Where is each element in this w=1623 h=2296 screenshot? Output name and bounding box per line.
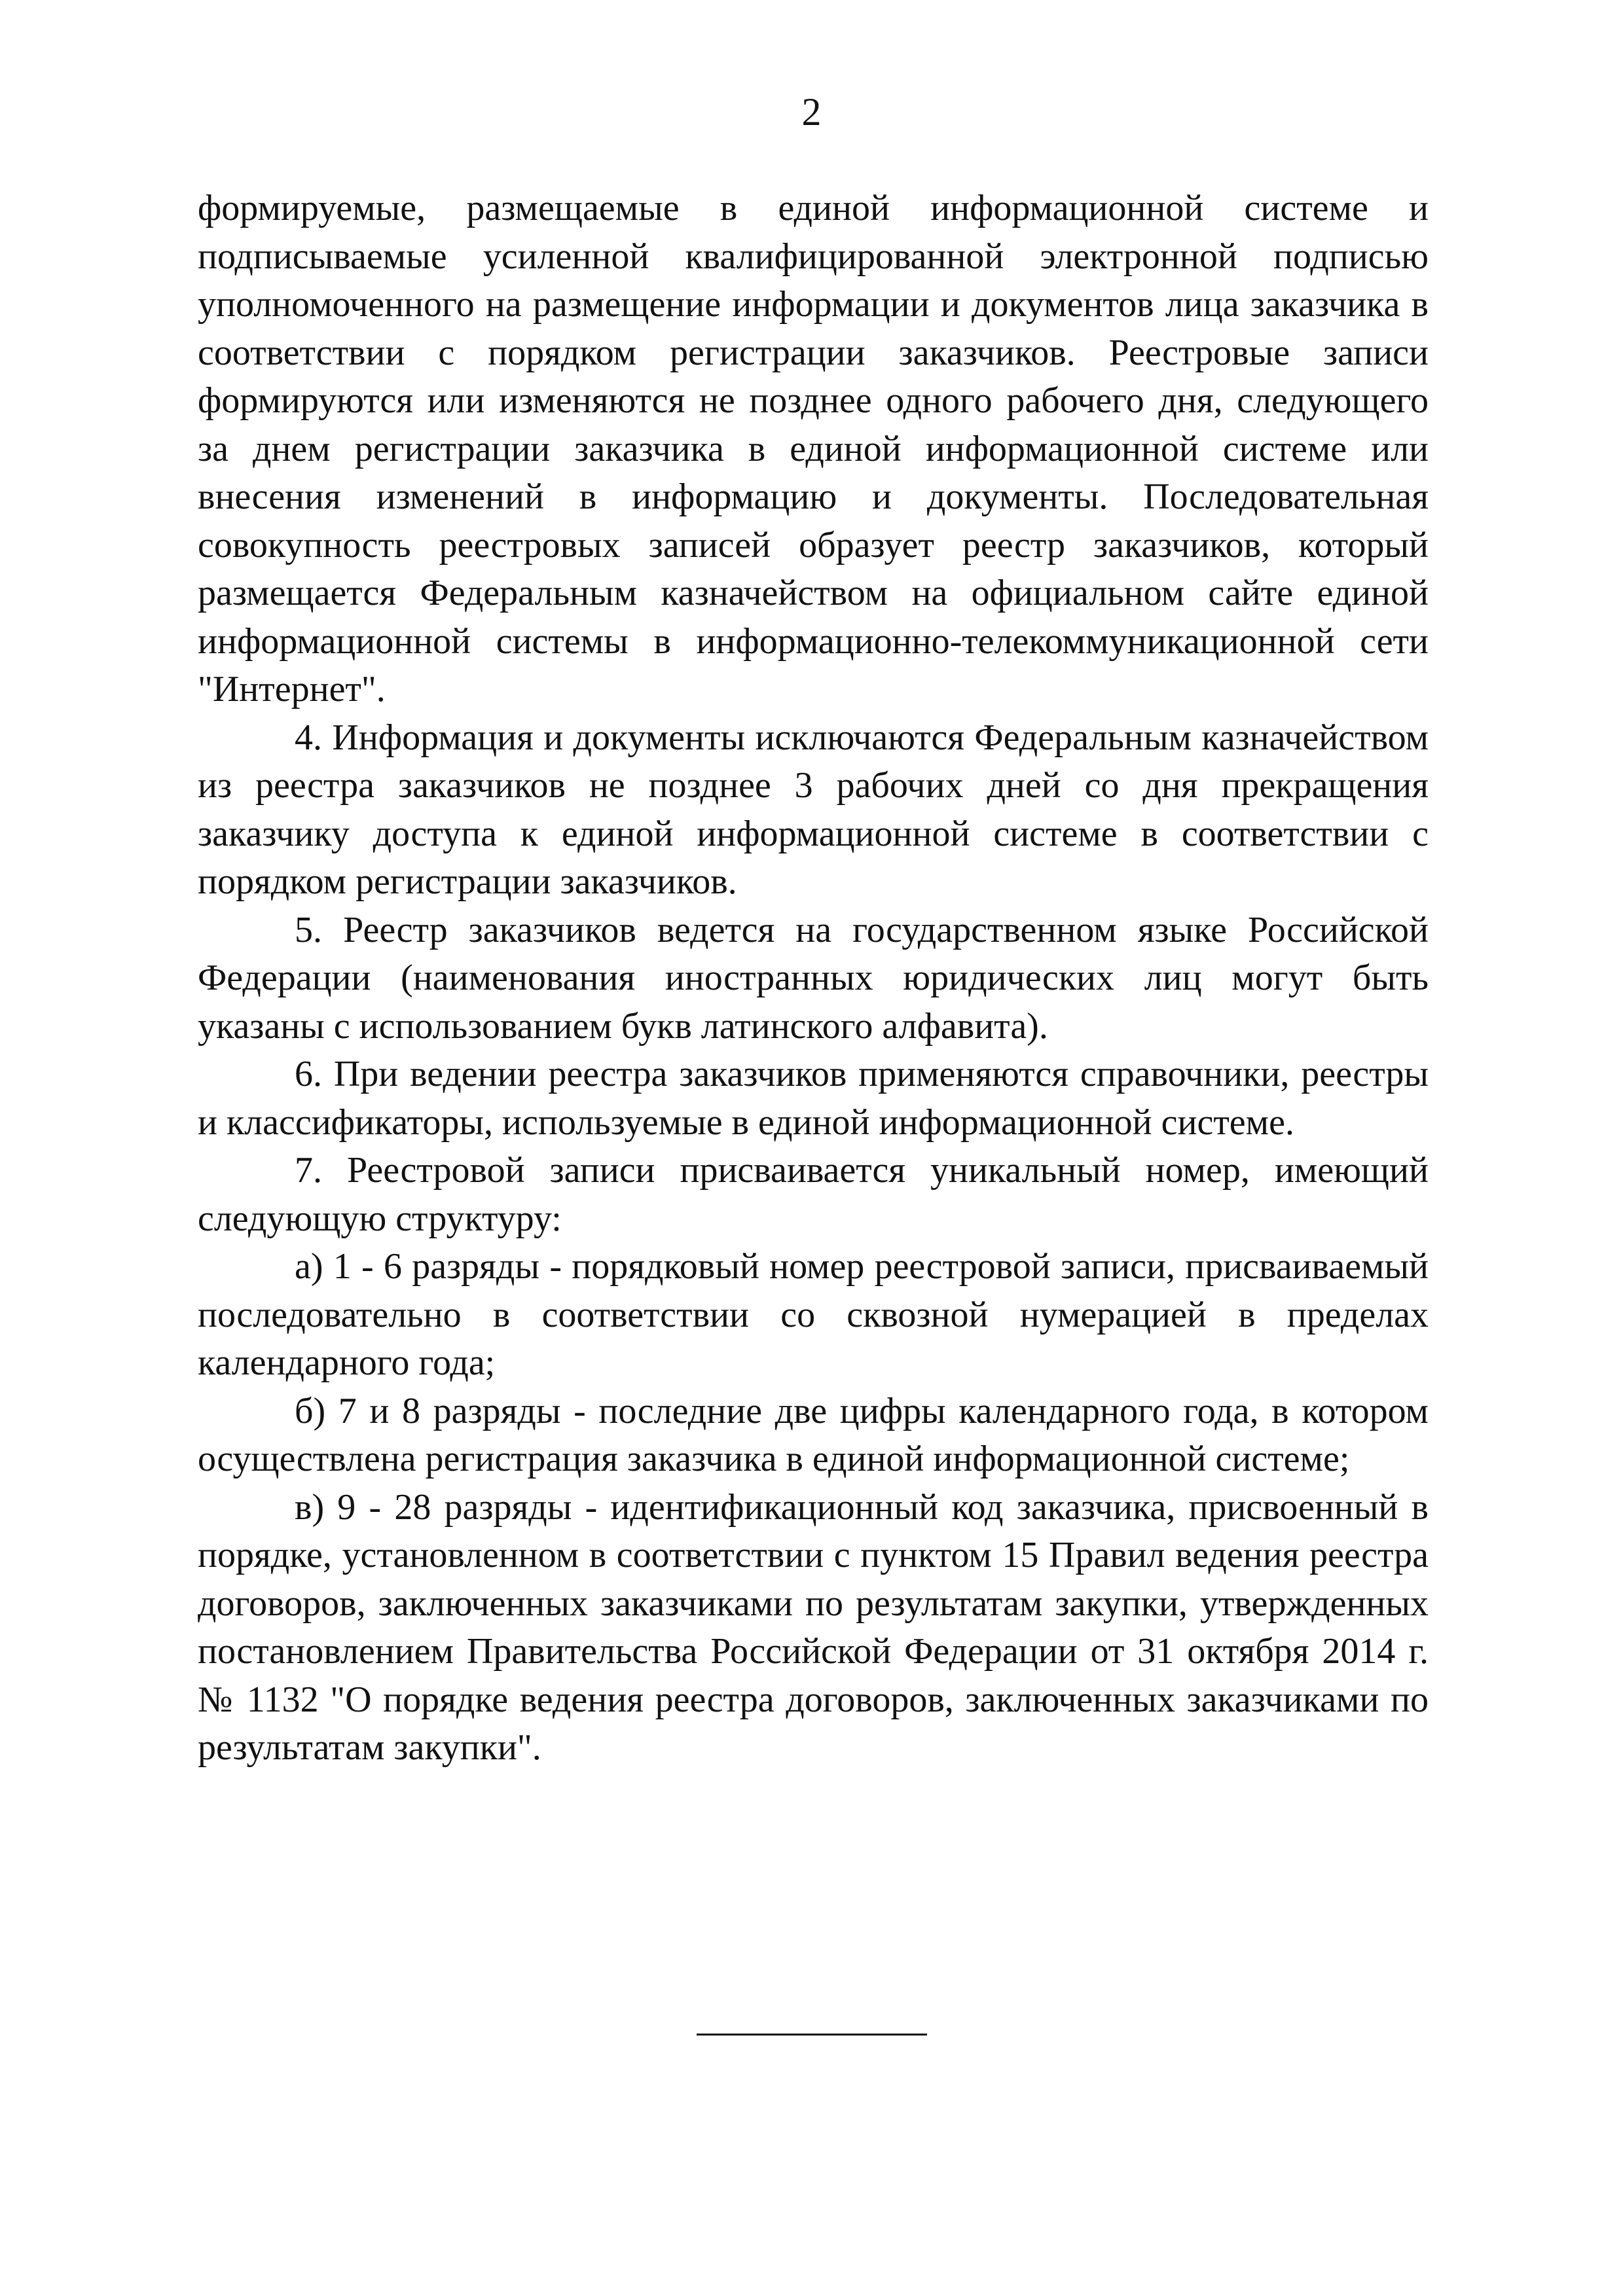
paragraph-item-7: 7. Реестровой записи присваивается уникальный номер, имеющий следующую структуру: — [198, 1150, 1429, 1239]
end-of-document-rule — [697, 2034, 927, 2036]
paragraph-item-7b: б) 7 и 8 разряды - последние две цифры календарного года, в котором осуществлена регистрация заказчика в единой информационной системе; — [198, 1390, 1429, 1479]
paragraph-item-4: 4. Информация и документы исключаются Федеральным казначейством из реестра заказчиков не позднее 3 рабочих дней со дня прекращения заказчику доступа к единой информационной системе в соответствии с порядком регистрации заказчиков. — [198, 717, 1429, 902]
paragraph-item-5: 5. Реестр заказчиков ведется на государственном языке Российской Федерации (наименования иностранных юридических лиц могут быть указаны с использованием букв латинского алфавита). — [198, 909, 1429, 1047]
paragraph-item-7v: в) 9 - 28 разряды - идентификационный код заказчика, присвоенный в порядке, установленном в соответствии с пунктом 15 Правил ведения реестра договоров, заключенных заказчиками по результатам закупки, утвержденных постановлением Правительства Российской Федерации от 31 октября 2014 г. № 1132 "О порядке ведения реестра договоров, заключенных заказчиками по результатам закупки". — [198, 1486, 1429, 1768]
page-number: 2 — [801, 90, 822, 134]
paragraph-continuation: формируемые, размещаемые в единой информационной системе и подписываемые усиленной квалифицированной электронной подписью уполномоченного на размещение информации и документов лица заказчика в соответствии с порядком регистрации заказчиков. Реестровые записи формируются или изменяются не позднее одного рабочего дня, следующего за днем регистрации заказчика в единой информационной системе или внесения изменений в информацию и документы. Последовательная совокупность реестровых записей образует реестр заказчиков, который размещается Федеральным казначейством на официальном сайте единой информационной системы в информационно-телекоммуникационной сети "Интернет". — [198, 188, 1429, 709]
paragraph-item-6: 6. При ведении реестра заказчиков применяются справочники, реестры и классификаторы, используемые в единой информационной системе. — [198, 1054, 1429, 1143]
paragraph-item-7a: а) 1 - 6 разряды - порядковый номер реестровой записи, присваиваемый последовательно в соответствии со сквозной нумерацией в пределах календарного года; — [198, 1246, 1429, 1383]
document-body — [198, 185, 1429, 1772]
